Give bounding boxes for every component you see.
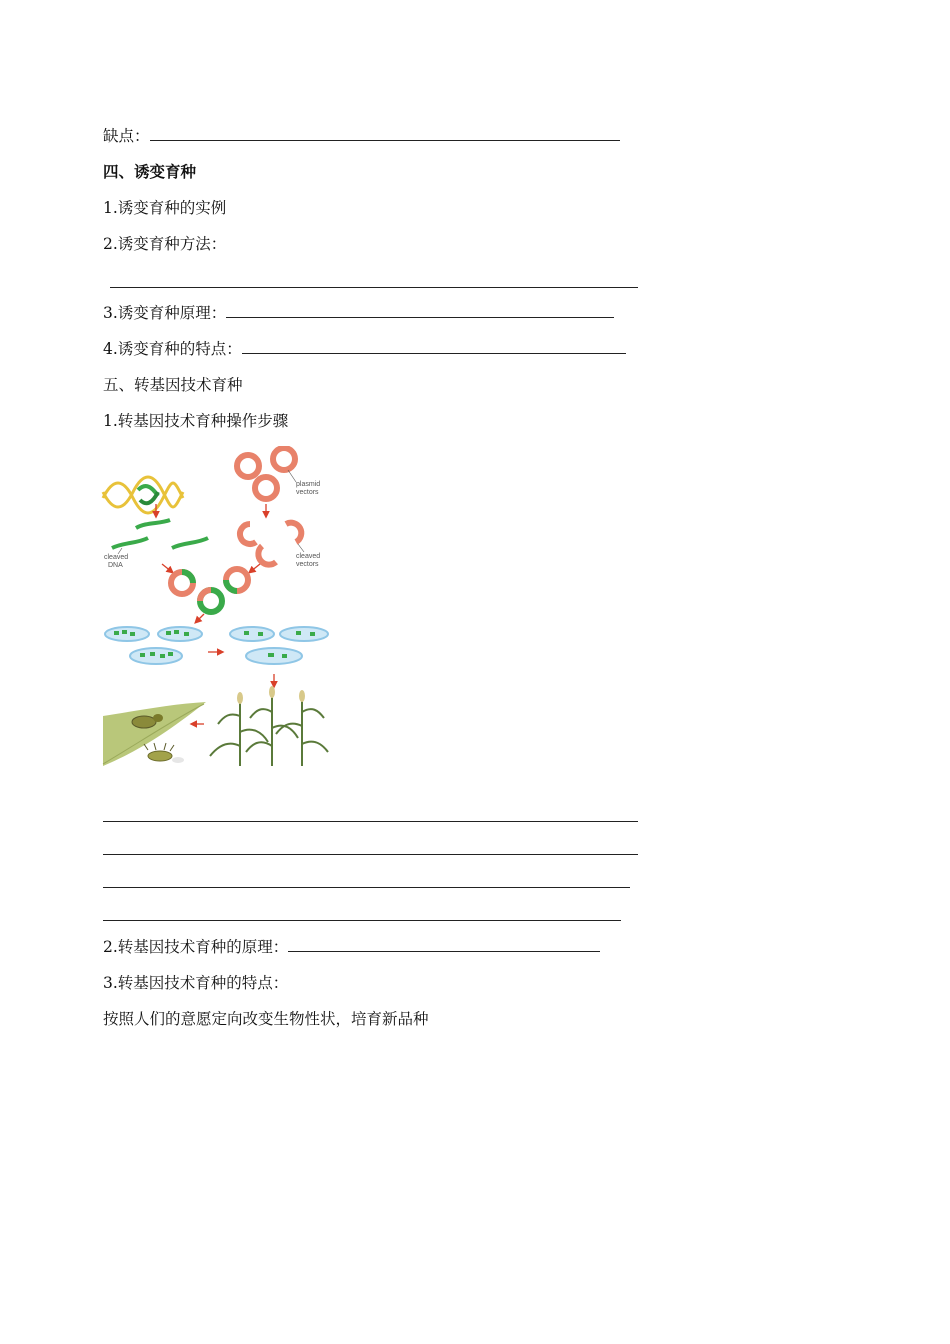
item4-3-line — [103, 302, 614, 324]
cleaved-dna-fragments — [112, 520, 208, 548]
leaf-with-insects — [103, 702, 206, 766]
item4-2-answer-blank[interactable] — [110, 287, 638, 288]
transgenic-corn-plants — [210, 694, 328, 766]
item5-2-line — [103, 936, 600, 958]
item4-3-blank[interactable] — [226, 303, 614, 318]
section5-title: 五、转基因技术育种 — [103, 376, 243, 394]
item5-1-answer-blank-2[interactable] — [103, 854, 638, 855]
label-plasmid-2: vectors — [296, 489, 319, 496]
label-cleaved-dna-1: cleaved — [104, 554, 129, 561]
recombinant-plasmids — [171, 569, 248, 612]
drawback-line — [103, 125, 620, 147]
item4-3-label: 3.诱变育种原理： — [103, 304, 227, 322]
answer5-3: 按照人们的意愿定向改变生物性状，培育新品种 — [103, 1010, 429, 1028]
plasmid-vectors — [237, 448, 295, 499]
label-cleaved-dna-2: DNA — [108, 562, 123, 569]
drawback-label: 缺点： — [103, 127, 150, 145]
cleaved-vectors — [240, 523, 301, 565]
item4-4-label: 4.诱变育种的特点： — [103, 340, 242, 358]
transgenic-diagram — [100, 446, 335, 774]
item5-2-label: 2.转基因技术育种的原理： — [103, 938, 289, 956]
item4-2: 2.诱变育种方法： — [103, 235, 227, 253]
item4-4-line — [103, 338, 626, 360]
label-cleaved-vectors-2: vectors — [296, 561, 319, 568]
petri-dishes-transformed — [105, 627, 202, 664]
petri-dishes-selected — [230, 627, 328, 664]
item5-1-answer-blank-4[interactable] — [103, 920, 621, 921]
transgenic-process-figure — [100, 446, 335, 774]
item5-1-answer-blank-3[interactable] — [103, 887, 630, 888]
dna-helix — [103, 477, 183, 513]
section4-title: 四、诱变育种 — [103, 163, 197, 181]
drawback-blank[interactable] — [150, 126, 620, 141]
item4-4-blank[interactable] — [242, 339, 626, 354]
label-plasmid-1: plasmid — [296, 481, 321, 488]
label-cleaved-vectors-1: cleaved — [296, 553, 321, 560]
item5-1-answer-blank-1[interactable] — [103, 821, 638, 822]
item5-1: 1.转基因技术育种操作步骤 — [103, 412, 289, 430]
item4-1: 1.诱变育种的实例 — [103, 199, 227, 217]
item5-3: 3.转基因技术育种的特点： — [103, 974, 289, 992]
item5-2-blank[interactable] — [288, 937, 600, 952]
